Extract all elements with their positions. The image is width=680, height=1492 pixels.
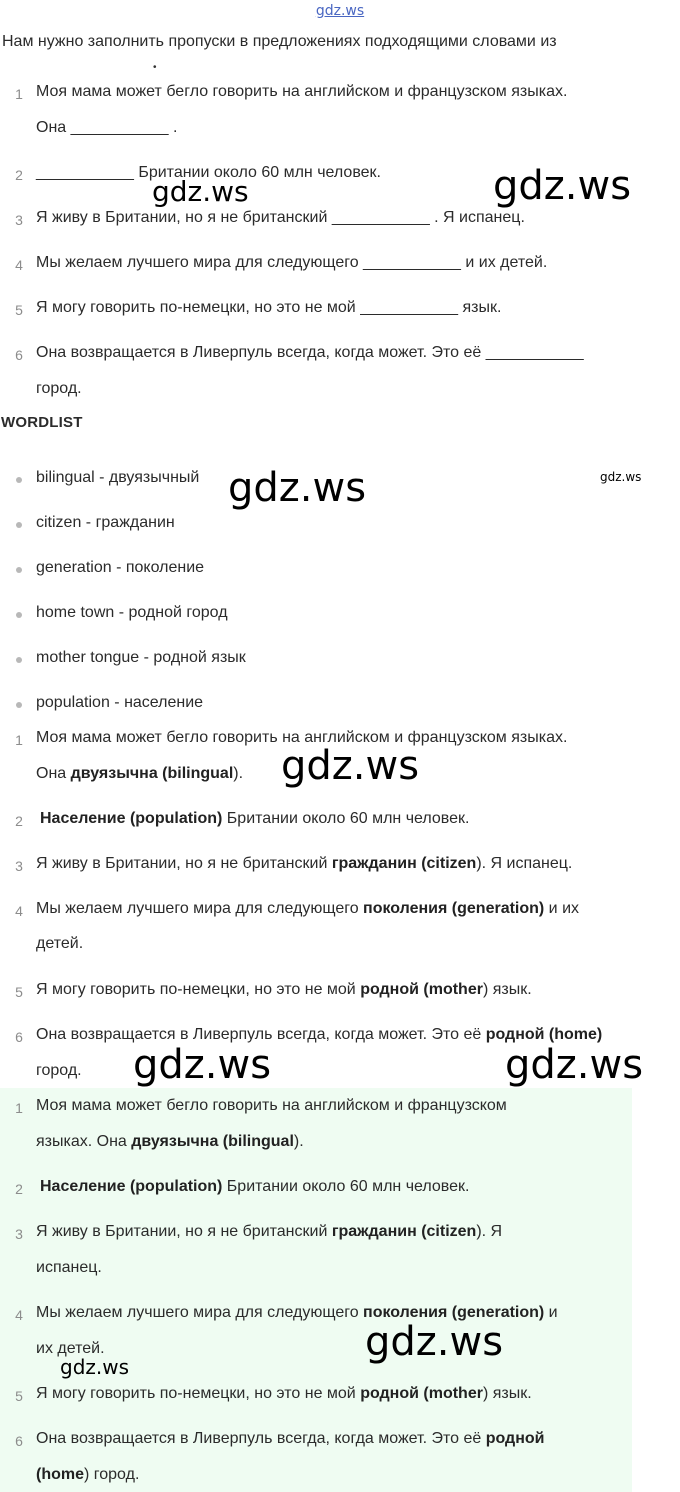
exercise-line: Она возвращается в Ливерпуль всегда, когда может. Это её ___________ [36,344,584,361]
exercise-number: 5 [15,302,23,318]
watermark: gdz.ws [60,1355,130,1379]
exercise-line: Мы желаем лучшего мира для следующего ___________ и их детей. [36,254,548,271]
watermark: gdz.ws [493,163,632,209]
answer-line: Население (population) Британии около 60 млн человек. [40,810,470,827]
answer-number: 2 [15,1181,23,1197]
bullet-icon [16,612,22,618]
answer-number: 1 [15,732,23,748]
answer-line: Я могу говорить по-немецки, но это не мой родной (mother) язык. [36,981,532,998]
answer-line: город. [36,1062,82,1079]
answer-number: 4 [15,903,23,919]
bullet-icon [16,567,22,573]
wordlist-item: citizen - гражданин [36,514,175,531]
answer-number: 6 [15,1029,23,1045]
exercise-line: Я живу в Британии, но я не британский ___________ . Я испанец. [36,209,525,226]
answer-line: Мы желаем лучшего мира для следующего поколения (generation) и их [36,900,579,917]
wordlist-item: home town - родной город [36,604,228,621]
answer-line: Я живу в Британии, но я не британский гражданин (citizen). Я [36,1223,503,1240]
answer-line: Она возвращается в Ливерпуль всегда, когда может. Это её родной [36,1430,545,1447]
answer-number: 4 [15,1307,23,1323]
answer-line: Моя мама может бегло говорить на английском и французском [36,1097,507,1114]
answer-line: (home) город. [36,1466,140,1483]
bullet-icon [16,657,22,663]
answer-line: испанец. [36,1259,102,1276]
bullet-icon [16,522,22,528]
exercise-number: 1 [15,86,23,102]
exercise-line: Я могу говорить по-немецки, но это не мой ___________ язык. [36,299,502,316]
answer-line: Я живу в Британии, но я не британский гражданин (citizen). Я испанец. [36,855,573,872]
watermark: gdz.ws [152,175,249,208]
wordlist-item: generation - поколение [36,559,205,576]
task-intro: Нам нужно заполнить пропуски в предложениях подходящими словами из [2,33,557,50]
answer-number: 5 [15,984,23,1000]
exercise-line: Моя мама может бегло говорить на английском и французском языках. [36,83,568,100]
exercise-number: 3 [15,212,23,228]
exercise-line: Она ___________ . [36,119,178,136]
answer-number: 5 [15,1388,23,1404]
answer-line: Она двуязычна (bilingual). [36,765,244,782]
watermark: gdz.ws [281,743,420,789]
answer-line: Население (population) Британии около 60 млн человек. [40,1178,470,1195]
answer-line: Она возвращается в Ливерпуль всегда, когда может. Это её родной (home) [36,1026,603,1043]
answer-line: их детей. [36,1340,105,1357]
answer-line: Я могу говорить по-немецки, но это не мой родной (mother) язык. [36,1385,532,1402]
wordlist-item: population - население [36,694,204,711]
bullet-icon [16,477,22,483]
decorative-dot: • [153,62,157,73]
bullet-icon [16,702,22,708]
answer-number: 3 [15,858,23,874]
answer-number: 2 [15,813,23,829]
watermark: gdz.ws [365,1319,504,1365]
exercise-line: ___________ Британии около 60 млн человек. [36,164,381,181]
wordlist-item: bilingual - двуязычный [36,469,200,486]
wordlist-item: mother tongue - родной язык [36,649,246,666]
exercise-line: город. [36,380,82,397]
answer-number: 3 [15,1226,23,1242]
watermark: gdz.ws [505,1042,644,1088]
answer-line: языках. Она двуязычна (bilingual). [36,1133,304,1150]
exercise-number: 6 [15,347,23,363]
answer-line: Моя мама может бегло говорить на английском и французском языках. [36,729,568,746]
watermark: gdz.ws [133,1042,272,1088]
exercise-number: 2 [15,167,23,183]
watermark: gdz.ws [600,470,642,484]
wordlist-heading: WORDLIST [1,414,83,431]
exercise-number: 4 [15,257,23,273]
answer-line: детей. [36,935,84,952]
answer-number: 1 [15,1100,23,1116]
source-link[interactable]: gdz.ws [315,3,365,19]
watermark: gdz.ws [228,465,367,511]
answer-line: Мы желаем лучшего мира для следующего поколения (generation) и [36,1304,558,1321]
answer-number: 6 [15,1433,23,1449]
